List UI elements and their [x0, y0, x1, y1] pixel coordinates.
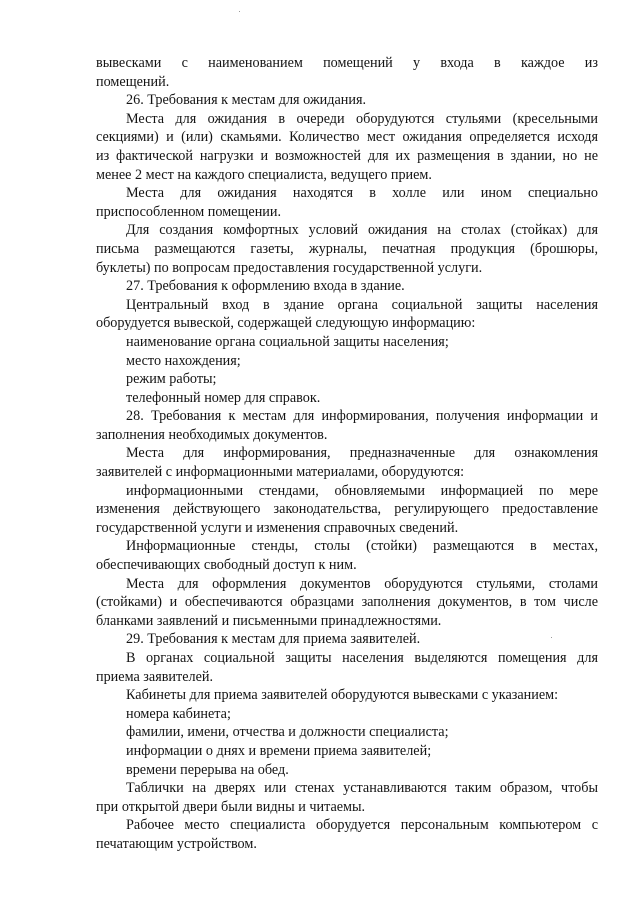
text-line: письма размещаются газеты, журналы, печатная продукция (брошюры, [96, 240, 598, 257]
text-line: Таблички на дверях или стенах устанавливаются таким образом, чтобы [126, 780, 598, 797]
text-line: менее 2 мест на каждого специалиста, ведущего прием. [96, 166, 432, 183]
text-line: Кабинеты для приема заявителей оборудуются вывесками с указанием: [126, 687, 559, 704]
text-line: номера кабинета; [126, 705, 231, 722]
text-line: при открытой двери были видны и читаемы. [96, 798, 366, 815]
text-line: заполнения необходимых документов. [96, 426, 328, 443]
document-body [96, 54, 598, 854]
text-line: наименование органа социальной защиты населения; [126, 333, 449, 350]
text-line: Информационные стенды, столы (стойки) размещаются в местах, [126, 538, 598, 555]
text-line: 29. Требования к местам для приема заявителей. [126, 631, 421, 648]
text-line: времени перерыва на обед. [126, 761, 289, 778]
text-line: вывесками с наименованием помещений у входа в каждое из [96, 55, 598, 71]
text-line: информации о днях и времени приема заявителей; [126, 742, 432, 759]
text-line: 26. Требования к местам для ожидания. [126, 92, 367, 109]
text-line: Места для информирования, предназначенные для ознакомления [126, 445, 598, 462]
text-line: заявителей с информационными материалами, оборудуются: [96, 464, 465, 481]
text-line: приема заявителей. [96, 668, 214, 685]
text-line: буклеты) по вопросам предоставления государственной услуги. [96, 259, 483, 276]
text-line: Рабочее место специалиста оборудуется персональным компьютером с [126, 817, 598, 834]
text-line: бланками заявлений и письменными принадлежностями. [96, 612, 442, 629]
text-line: 28. Требования к местам для информирования, получения информации и [126, 408, 598, 425]
text-line: Для создания комфортных условий ожидания на столах (стойках) для [126, 222, 598, 239]
text-line: государственной услуги и изменения справочных сведений. [96, 519, 459, 536]
text-line: место нахождения; [126, 352, 241, 369]
text-line: телефонный номер для справок. [126, 389, 321, 406]
text-line: (стойками) и обеспечиваются образцами заполнения документов, в том числе [96, 594, 598, 611]
text-line: Места для оформления документов оборудуются стульями, столами [126, 575, 598, 592]
text-line: Центральный вход в здание органа социальной защиты населения [126, 296, 598, 313]
text-line: Места для ожидания находятся в холле или ином специально [126, 185, 598, 202]
text-line: 27. Требования к оформлению входа в здание. [126, 278, 405, 295]
scan-speck [239, 11, 240, 12]
text-line: фамилии, имени, отчества и должности специалиста; [126, 724, 449, 741]
text-line: информационными стендами, обновляемыми информацией по мере [126, 482, 598, 499]
text-line: приспособленном помещении. [96, 203, 282, 220]
text-line: печатающим устройством. [96, 835, 257, 852]
text-line: обеспечивающих свободный доступ к ним. [96, 557, 357, 574]
text-line: режим работы; [126, 371, 217, 388]
text-line: секциями) и (или) скамьями. Количество мест ожидания определяется исходя [96, 129, 598, 146]
text-line: Места для ожидания в очереди оборудуются стульями (кресельными [126, 110, 598, 127]
text-line: В органах социальной защиты населения выделяются помещения для [126, 650, 598, 666]
text-line: оборудуется вывеской, содержащей следующую информацию: [96, 315, 476, 332]
text-line: помещений. [96, 73, 170, 90]
text-line: изменения действующего законодательства, регулирующего предоставление [96, 501, 598, 518]
text-line: из фактической нагрузки и возможностей для их размещения в здании, но не [96, 147, 598, 164]
